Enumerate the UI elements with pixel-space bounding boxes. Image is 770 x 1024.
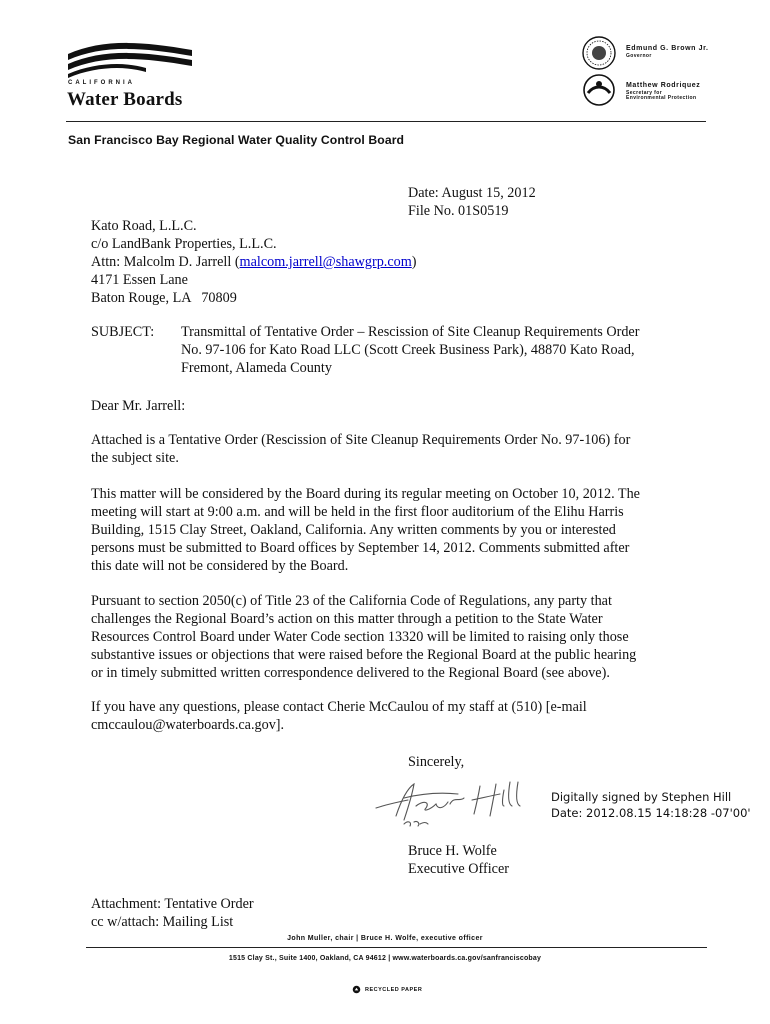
paragraph-line: meeting will start at 9:00 a.m. and will be held in the first floor auditorium of the Elihu Harris [91, 504, 624, 520]
address-line-4: 4171 Essen Lane [91, 272, 188, 288]
water-boards-wave-logo [66, 40, 196, 82]
attn-suffix: ) [411, 254, 417, 270]
address-line-2: c/o LandBank Properties, L.L.C. [91, 236, 277, 252]
paragraph-line: this date will not be considered by the Board. [91, 558, 349, 574]
secretary-name: Matthew Rodriquez [626, 82, 701, 89]
paragraph-line: the subject site. [91, 450, 179, 466]
governor-block [626, 45, 709, 59]
secretary-block [626, 82, 700, 101]
attachments-block [91, 895, 254, 931]
digital-signature-signer: Digitally signed by Stephen Hill [551, 790, 732, 804]
email-link[interactable]: malcom.jarrell@shawgrp.com [239, 254, 412, 270]
recycled-paper-text: RECYCLED PAPER [365, 986, 423, 993]
footer-divider [86, 947, 707, 948]
address-line-1: Kato Road, L.L.C. [91, 218, 197, 234]
closing: Sincerely, [408, 754, 465, 770]
paragraph-line: This matter will be considered by the Board during its regular meeting on October 10, 2012. The [91, 486, 640, 502]
paragraph-line: Resources Control Board under Water Code section 13320 will be limited to raising only those [91, 629, 629, 645]
attn-prefix: Attn: Malcolm D. Jarrell ( [91, 254, 240, 270]
subject-label: SUBJECT: [91, 324, 155, 340]
subject-text [181, 323, 701, 377]
attachment-line: Attachment: Tentative Order [91, 896, 254, 912]
subject-line-3: Fremont, Alameda County [181, 360, 332, 376]
paragraph-line: substantive issues or objections that were raised before the Regional Board at the public hearing [91, 647, 637, 663]
recipient-address [91, 217, 417, 307]
address-line-5: Baton Rouge, LA 70809 [91, 290, 237, 306]
logo-state-text: CALIFORNIA [68, 80, 135, 86]
handwritten-signature [368, 776, 548, 834]
cc-line: cc w/attach: Mailing List [91, 914, 234, 930]
recycled-paper-mark [352, 985, 422, 994]
board-name: San Francisco Bay Regional Water Quality Control Board [68, 133, 405, 147]
paragraph-line: Attached is a Tentative Order (Rescission of Site Cleanup Requirements Order No. 97-106) for [91, 432, 631, 448]
digital-signature-date: Date: 2012.08.15 14:18:28 -07'00' [551, 806, 751, 820]
secretary-title-line2: Environmental Protection [626, 95, 697, 101]
logo-agency-name: Water Boards [67, 89, 183, 110]
signer-title: Executive Officer [408, 861, 509, 877]
signer-block [408, 842, 509, 878]
paragraph-line: Pursuant to section 2050(c) of Title 23 of the California Code of Regulations, any party that [91, 593, 612, 609]
paragraph-line: Building, 1515 Clay Street, Oakland, California. Any written comments by you or interested [91, 522, 616, 538]
calepa-emblem-icon [582, 73, 616, 107]
governor-name: Edmund G. Brown Jr. [626, 45, 709, 52]
paragraph-4 [91, 698, 691, 734]
secretary-title-line1: Secretary for [626, 90, 663, 96]
governor-title: Governor [626, 53, 652, 59]
paragraph-1 [91, 431, 691, 467]
date-block [408, 184, 536, 220]
footer-address: 1515 Clay St., Suite 1400, Oakland, CA 94612 | www.waterboards.ca.gov/sanfranciscobay [228, 955, 542, 962]
state-seal-icon [582, 36, 616, 70]
paragraph-line: challenges the Regional Board’s action on this matter through a petition to the State Water [91, 611, 603, 627]
subject-line-1: Transmittal of Tentative Order – Rescission of Site Cleanup Requirements Order [181, 324, 640, 340]
date-line: Date: August 15, 2012 [408, 185, 536, 201]
paragraph-line: or in timely submitted written correspondence delivered to the Regional Board (see above). [91, 665, 610, 681]
header-divider [66, 121, 706, 122]
address-attn [91, 253, 417, 271]
footer-officers: John Muller, chair | Bruce H. Wolfe, executive officer [287, 935, 483, 942]
paragraph-2 [91, 485, 691, 575]
paragraph-line: If you have any questions, please contact Cherie McCaulou of my staff at (510) [e-mail [91, 699, 587, 715]
salutation: Dear Mr. Jarrell: [91, 398, 186, 414]
signer-name: Bruce H. Wolfe [408, 843, 497, 859]
paragraph-3 [91, 592, 691, 682]
file-number: File No. 01S0519 [408, 203, 509, 219]
digital-signature-stamp [551, 789, 751, 821]
paragraph-line: persons must be submitted to Board offices by September 14, 2012. Comments submitted after [91, 540, 630, 556]
subject-line-2: No. 97-106 for Kato Road LLC (Scott Creek Business Park), 48870 Kato Road, [181, 342, 635, 358]
paragraph-line: cmccaulou@waterboards.ca.gov]. [91, 717, 285, 733]
recycle-icon [352, 985, 361, 994]
